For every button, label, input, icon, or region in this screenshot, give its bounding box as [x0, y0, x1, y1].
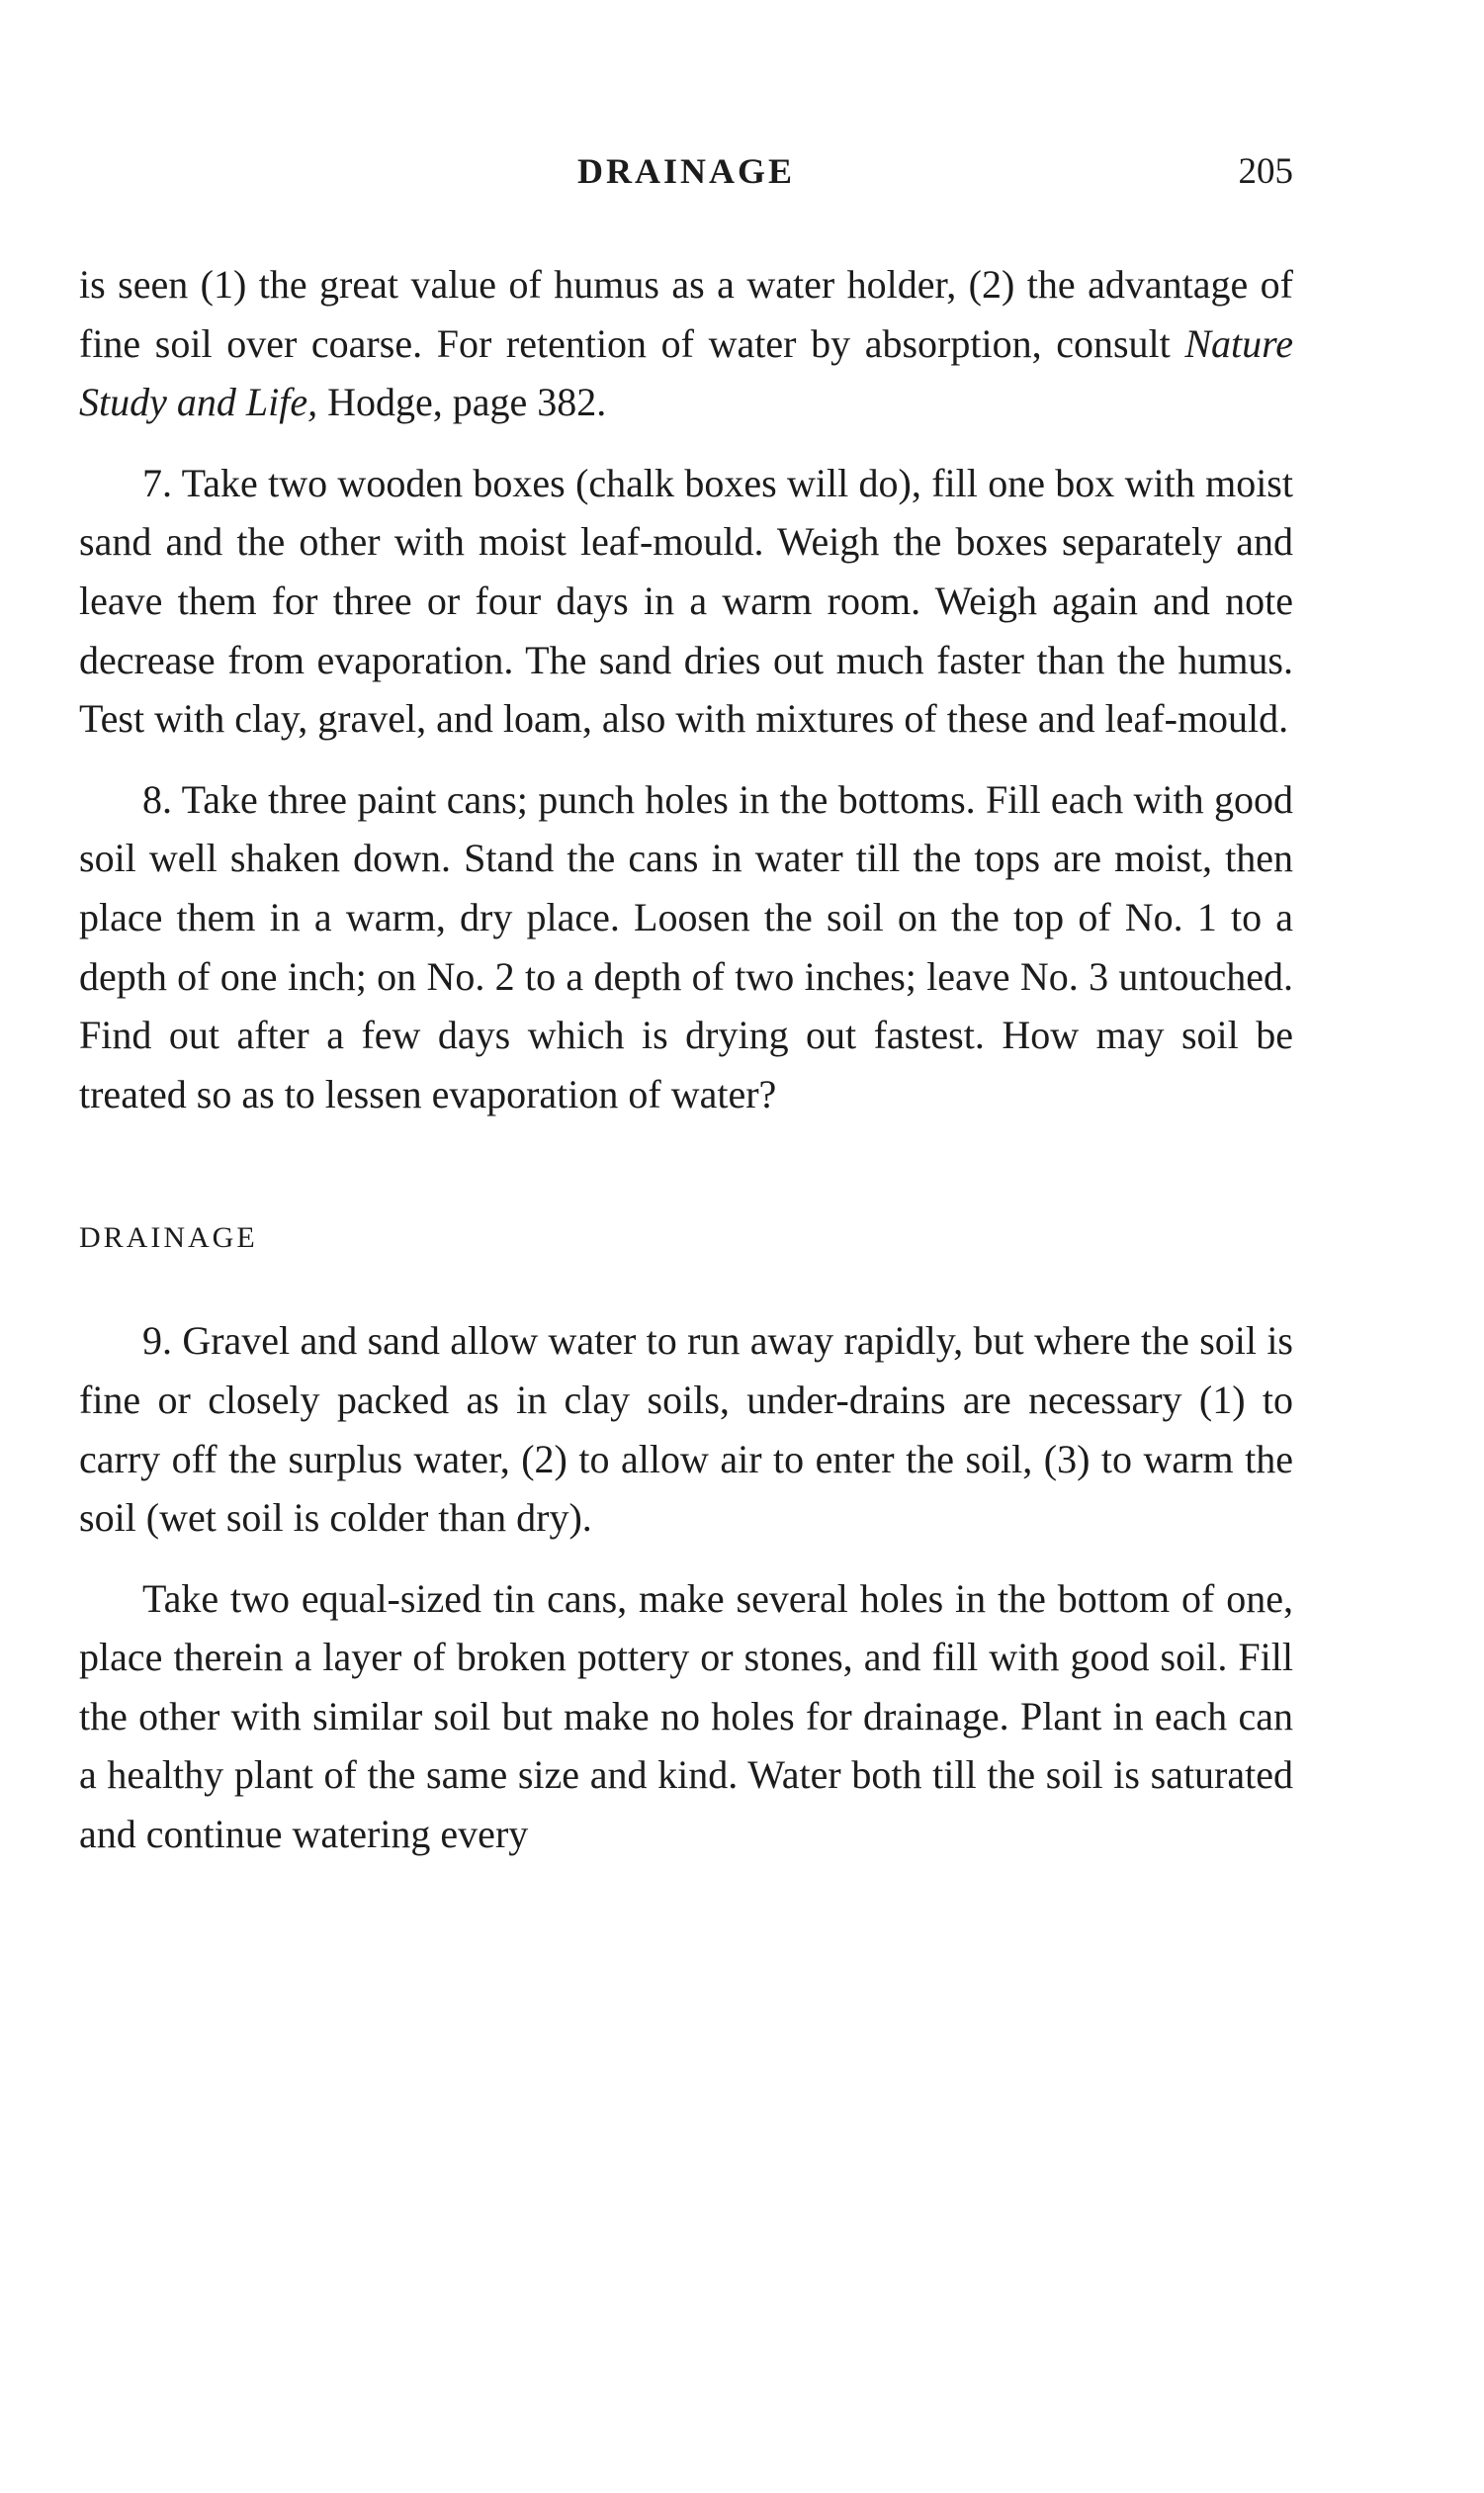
book-title-citation: Nature Study and Life,	[79, 320, 1293, 425]
paragraph-experiment: Take two equal-sized tin cans, make several holes in the bottom of one, place therein a layer of broken pottery or stones, and fill with good soil. Fill the other with similar soil but make no holes for drainage. Plant in each can a healthy plant of the same size and kind. Water both till the soil is saturated and continue watering every	[79, 1575, 1293, 1857]
paragraph-continuation	[79, 255, 1293, 432]
section-heading: DRAINAGE	[79, 1221, 258, 1255]
running-head	[79, 150, 1293, 200]
paragraph-item-9: 9. Gravel and sand allow water to run away rapidly, but where the soil is fine or closely packed as in clay soils, under-drains are necessary (1) to carry off the surplus water, (2) to allow air to enter the soil, (3) to warm the soil (wet soil is colder than dry).	[79, 1318, 1293, 1541]
paragraph-item-8: 8. Take three paint cans; punch holes in the bottoms. Fill each with good soil well shaken down. Stand the cans in water till the tops are moist, then place them in a warm, dry place. Loosen the soil on the top of No. 1 to a depth of one inch; on No. 2 to a depth of two inches; leave No. 3 untouched. Find out after a few days which is drying out fastest. How may soil be treated so as to lessen evaporation of water?	[79, 776, 1293, 1116]
running-title: DRAINAGE	[576, 151, 795, 191]
body-text	[79, 255, 1293, 1864]
paragraph-item-7: 7. Take two wooden boxes (chalk boxes will do), fill one box with moist sand and the other with moist leaf-mould. Weigh the boxes separately and leave them for three or four days in a warm room. Weigh again and note decrease from evaporation. The sand dries out much faster than the humus. Test with clay, gravel, and loam, also with mixtures of these and leaf-mould.	[79, 460, 1293, 742]
paragraph-text: Hodge, page 382.	[317, 380, 607, 425]
page-number: 205	[1238, 151, 1293, 192]
paragraph-text: is seen (1) the great value of humus as a water holder, (2) the advantage of fine soil over coarse. For retention of water by absorption, consult	[79, 262, 1293, 366]
